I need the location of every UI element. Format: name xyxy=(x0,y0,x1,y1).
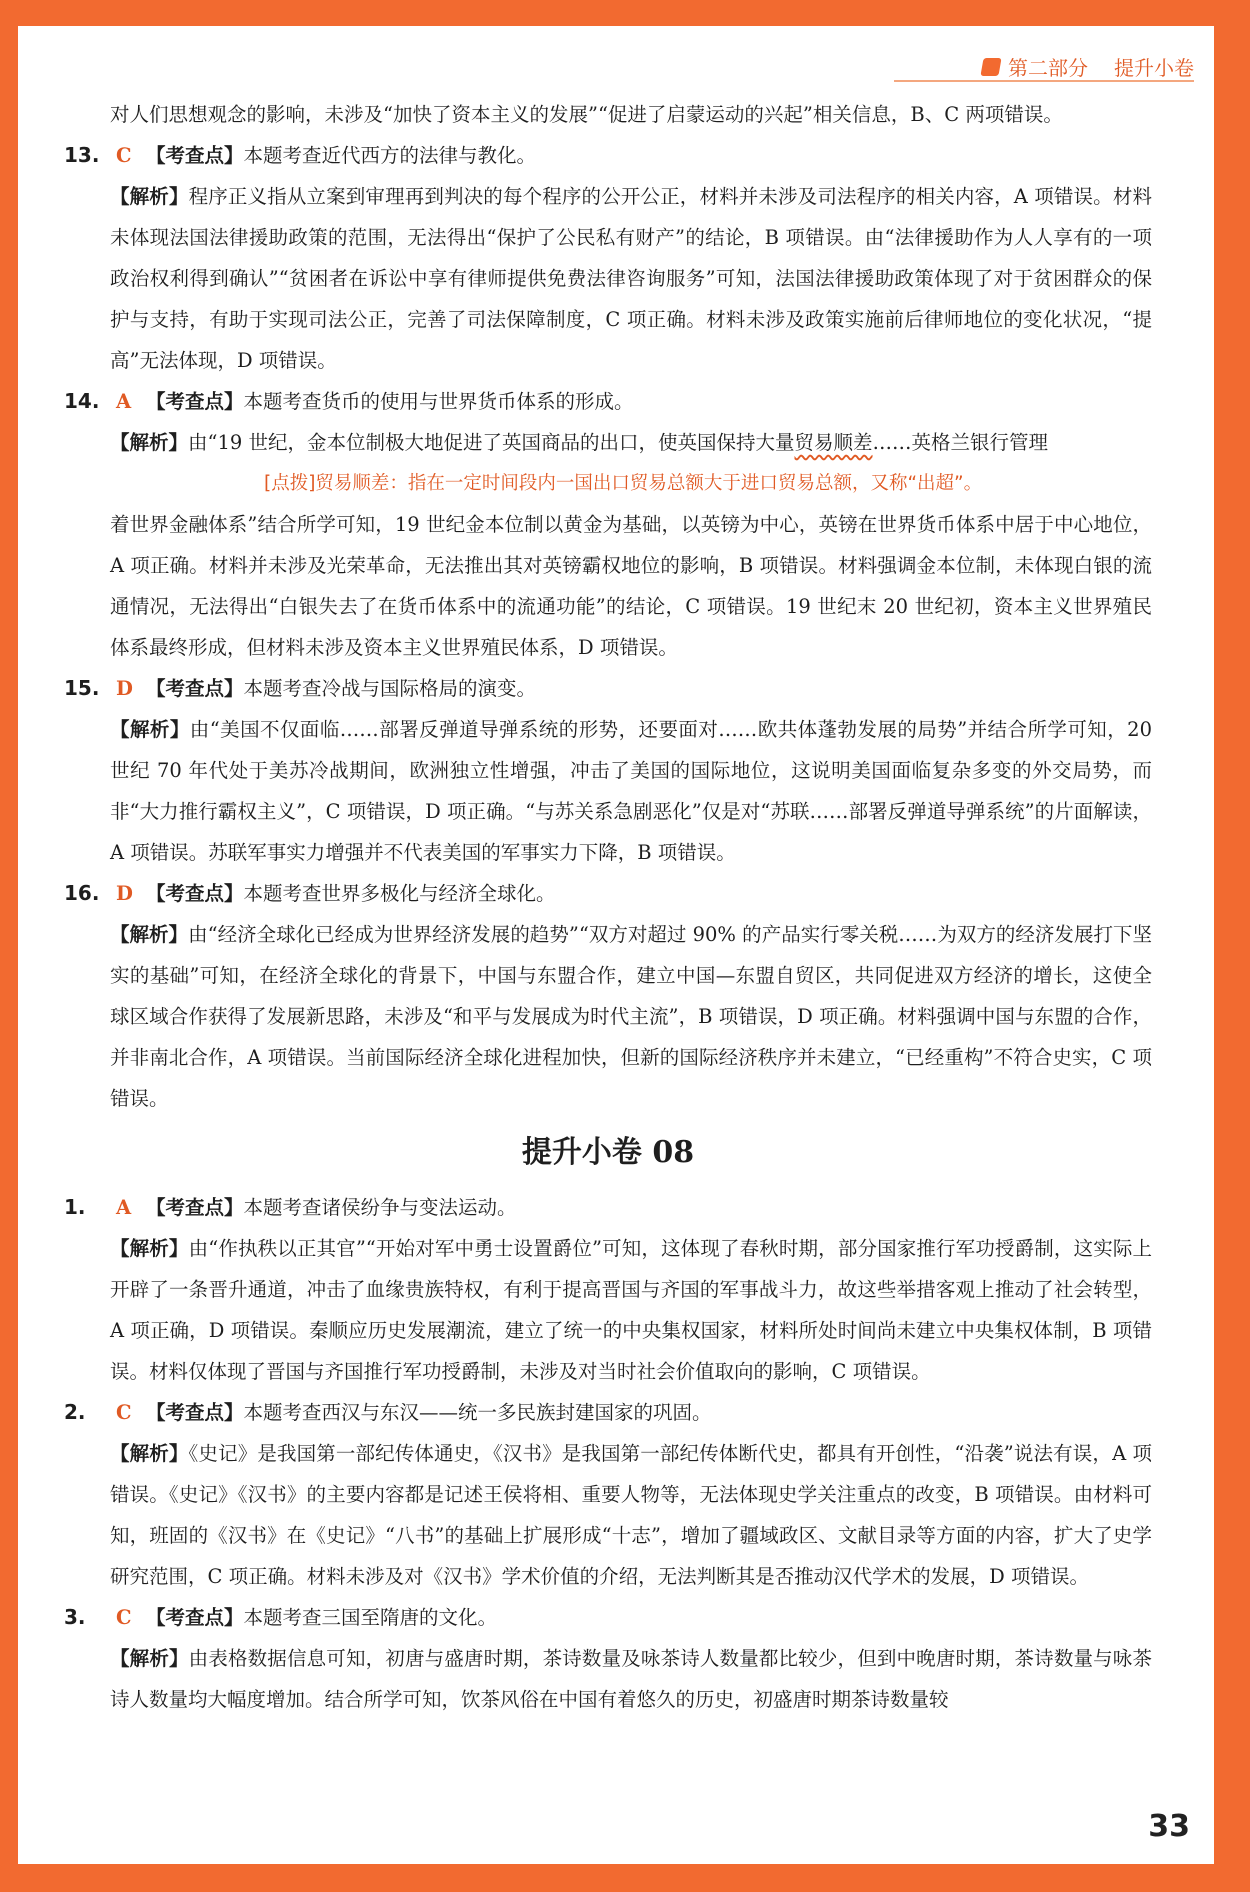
analysis-text: 由“作执秩以正其官”“开始对军中勇士设置爵位”可知，这体现了春秋时期，部分国家推行军功授爵制，这实际上开辟了一条晋升通道，冲击了血缘贵族特权，有利于提高晋国与齐国的军事战斗力，故这些举措客观上推动了社会转型，A 项正确，D 项错误。秦顺应历史发展潮流，建立了统一的中央集权国家，材料所处时间尚未建立中央集权体制，B 项错误。材料仅体现了晋国与齐国推行军功授爵制，未涉及对当时社会价值取向的影响，C 项错误。 xyxy=(110,1237,1152,1383)
analysis-text: 由“美国不仅面临……部署反弹道导弹系统的形势，还要面对……欧共体蓬勃发展的局势”并结合所学可知，20 世纪 70 年代处于美苏冷战期间，欧洲独立性增强，冲击了美国的国际地位，这说明美国面临复杂多变的外交局势，而非“大力推行霸权主义”，C 项错误，D 项正确。“与苏关系急剧恶化”仅是对“苏联……部署反弹道导弹系统”的片面解读，A 项错误。苏联军事实力增强并不代表美国的军事实力下降，B 项错误。 xyxy=(110,718,1152,864)
section-title: 提升小卷 08 xyxy=(521,1135,695,1170)
point-tag: 【考查点】 xyxy=(146,677,244,700)
answer-content xyxy=(64,94,1152,1720)
header-title: 提升小卷 xyxy=(1114,56,1194,80)
analysis-tag: 【解析】 xyxy=(110,431,189,454)
analysis-tag: 【解析】 xyxy=(110,718,190,741)
question-2-analysis xyxy=(64,1433,1152,1597)
question-1-head xyxy=(64,1187,1152,1228)
question-16-head xyxy=(64,873,1152,914)
question-1-analysis xyxy=(64,1228,1152,1392)
question-number: 16. xyxy=(64,881,100,905)
topic-text: 本题考查冷战与国际格局的演变。 xyxy=(243,677,537,700)
frame-bottom xyxy=(0,1864,1250,1892)
frame-left xyxy=(0,0,18,1892)
answer-letter: D xyxy=(116,677,133,700)
question-number: 1. xyxy=(64,1195,86,1219)
header-part: 第二部分 xyxy=(1008,56,1088,80)
topic-text: 本题考查三国至隋唐的文化。 xyxy=(243,1606,498,1629)
analysis-tag: 【解析】 xyxy=(110,185,189,208)
question-3-analysis xyxy=(64,1638,1152,1720)
topic-text: 本题考查世界多极化与经济全球化。 xyxy=(243,882,556,905)
analysis-text: ……英格兰银行管理 xyxy=(872,431,1049,454)
question-15-head xyxy=(64,668,1152,709)
analysis-tag: 【解析】 xyxy=(110,1647,189,1670)
answer-letter: C xyxy=(116,1401,132,1424)
analysis-tag: 【解析】 xyxy=(110,1442,189,1465)
question-16-analysis xyxy=(64,914,1152,1119)
point-tag: 【考查点】 xyxy=(146,1606,244,1629)
answer-letter: A xyxy=(116,390,132,413)
point-tag: 【考查点】 xyxy=(146,144,244,167)
analysis-text: 由表格数据信息可知，初唐与盛唐时期，茶诗数量及咏茶诗人数量都比较少，但到中晚唐时期，茶诗数量与咏茶诗人数量均大幅度增加。结合所学可知，饮茶风俗在中国有着悠久的历史，初盛唐时期茶诗数量较 xyxy=(110,1647,1152,1711)
question-3-head xyxy=(64,1597,1152,1638)
analysis-text: 由“经济全球化已经成为世界经济发展的趋势”“双方对超过 90% 的产品实行零关税……为双方的经济发展打下坚实的基础”可知，在经济全球化的背景下，中国与东盟合作，建立中国—东盟自贸区，共同促进双方经济的增长，这使全球区域合作获得了发展新思路，未涉及“和平与发展成为时代主流”，B 项错误，D 项正确。材料强调中国与东盟的合作，并非南北合作，A 项错误。当前国际经济全球化进程加快，但新的国际经济秩序并未建立，“已经重构”不符合史实，C 项错误。 xyxy=(110,923,1152,1110)
header-underline xyxy=(894,80,1194,82)
answer-letter: D xyxy=(116,882,133,905)
answer-letter: C xyxy=(116,144,132,167)
frame-right xyxy=(1214,0,1250,1892)
frame-top xyxy=(0,0,1250,26)
question-number: 14. xyxy=(64,389,100,413)
question-number: 3. xyxy=(64,1605,86,1629)
analysis-text: 《史记》是我国第一部纪传体通史，《汉书》是我国第一部纪传体断代史，都具有开创性，“沿袭”说法有误，A 项错误。《史记》《汉书》的主要内容都是记述王侯将相、重要人物等，无法体现史学关注重点的改变，B 项错误。由材料可知，班固的《汉书》在《史记》“八书”的基础上扩展形成“十志”，增加了疆域政区、文献目录等方面的内容，扩大了史学研究范围，C 项正确。材料未涉及对《汉书》学术价值的介绍，无法判断其是否推动汉代学术的发展，D 项错误。 xyxy=(110,1442,1152,1588)
tip-note: [点拨]贸易顺差：指在一定时间段内一国出口贸易总额大于进口贸易总额，又称“出超”。 xyxy=(264,473,983,494)
question-14-head xyxy=(64,381,1152,422)
wavy-term: 贸易顺差 xyxy=(794,431,873,454)
page-header xyxy=(982,52,1194,81)
question-number: 13. xyxy=(64,143,100,167)
topic-text: 本题考查货币的使用与世界货币体系的形成。 xyxy=(243,390,634,413)
intro-line: 对人们思想观念的影响，未涉及“加快了资本主义的发展”“促进了启蒙运动的兴起”相关信息，B、C 两项错误。 xyxy=(110,103,1063,126)
topic-text: 本题考查西汉与东汉——统一多民族封建国家的巩固。 xyxy=(243,1401,712,1424)
question-number: 2. xyxy=(64,1400,86,1424)
question-14-analysis-1 xyxy=(64,422,1152,463)
question-2-head xyxy=(64,1392,1152,1433)
point-tag: 【考查点】 xyxy=(146,1401,244,1424)
topic-text: 本题考查诸侯纷争与变法运动。 xyxy=(243,1196,517,1219)
page-number: 33 xyxy=(1148,1809,1190,1844)
question-15-analysis xyxy=(64,709,1152,873)
analysis-tag: 【解析】 xyxy=(110,923,189,946)
question-number: 15. xyxy=(64,676,100,700)
point-tag: 【考查点】 xyxy=(146,390,244,413)
question-14-analysis-2: 着世界金融体系”结合所学可知，19 世纪金本位制以黄金为基础，以英镑为中心，英镑在世界货币体系中居于中心地位，A 项正确。材料并未涉及光荣革命，无法推出其对英镑霸权地位的影响，B 项错误。材料强调金本位制，未体现白银的流通情况，无法得出“白银失去了在货币体系中的流通功能”的结论，C 项错误。19 世纪末 20 世纪初，资本主义世界殖民体系最终形成，但材料未涉及资本主义世界殖民体系，D 项错误。 xyxy=(110,513,1152,659)
topic-text: 本题考查近代西方的法律与教化。 xyxy=(243,144,537,167)
analysis-tag: 【解析】 xyxy=(110,1237,189,1260)
point-tag: 【考查点】 xyxy=(146,1196,244,1219)
point-tag: 【考查点】 xyxy=(146,882,244,905)
answer-letter: C xyxy=(116,1606,132,1629)
analysis-text: 程序正义指从立案到审理再到判决的每个程序的公开公正，材料并未涉及司法程序的相关内容，A 项错误。材料未体现法国法律援助政策的范围，无法得出“保护了公民私有财产”的结论，B 项错误。由“法律援助作为人人享有的一项政治权利得到确认”“贫困者在诉讼中享有律师提供免费法律咨询服务”可知，法国法律援助政策体现了对于贫困群众的保护与支持，有助于实现司法公正，完善了司法保障制度，C 项正确。材料未涉及政策实施前后律师地位的变化状况，“提高”无法体现，D 项错误。 xyxy=(110,185,1152,372)
answer-letter: A xyxy=(116,1196,132,1219)
question-13-head xyxy=(64,135,1152,176)
analysis-text: 由“19 世纪，金本位制极大地促进了英国商品的出口，使英国保持大量 xyxy=(188,431,795,454)
book-icon xyxy=(980,58,1001,76)
question-13-analysis xyxy=(64,176,1152,381)
